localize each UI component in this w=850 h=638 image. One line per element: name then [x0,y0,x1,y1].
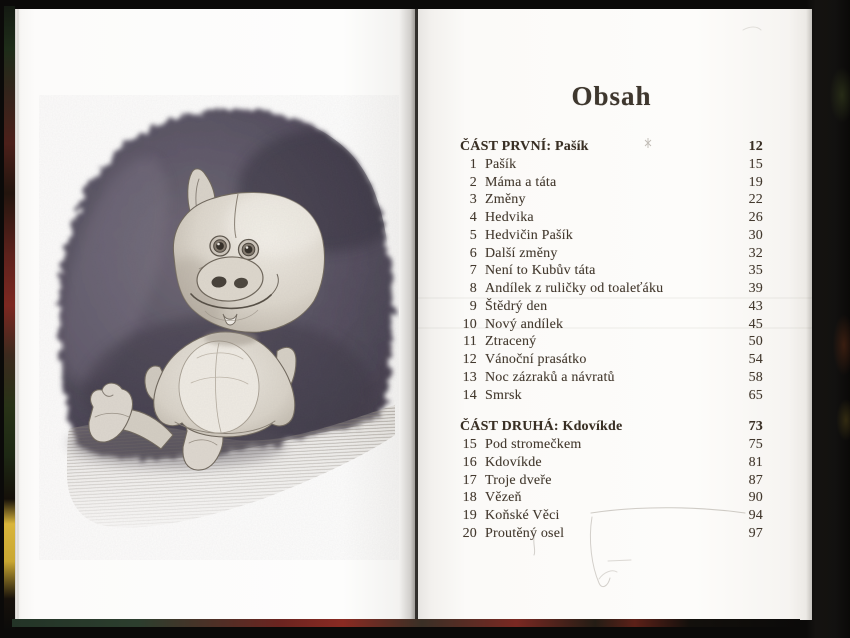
chapter-number: 6 [469,245,477,261]
toc-entry [460,369,763,387]
chapter-page: 39 [748,281,763,296]
toc-entry [460,472,763,490]
section-label: ČÁST PRVNÍ: Pašík [460,139,589,154]
toc-section-header [460,418,763,436]
toc-entry [460,489,763,507]
chapter-number: 2 [469,174,477,190]
section-page: 12 [748,139,763,154]
chapter-title: Nový andílek [485,316,564,332]
toc-entry [460,454,763,472]
chapter-page: 50 [748,334,763,350]
section-page: 73 [748,419,763,435]
chapter-page: 54 [748,352,763,367]
toc-entry [460,298,763,316]
toc-entry [460,191,763,209]
chapter-number: 17 [462,472,477,488]
toc-entry [460,280,763,298]
chapter-number: 8 [469,281,477,296]
toc-entry [460,262,763,280]
chapter-title: Štědrý den [485,298,548,314]
toc-entry [460,436,763,454]
chapter-title: Hedvika [485,210,534,225]
chapter-title: Vánoční prasátko [485,352,587,367]
chapter-page: 65 [748,387,763,403]
chapter-page: 90 [748,490,763,506]
chapter-page: 58 [748,369,763,385]
chapter-title: Vězeň [485,490,522,506]
chapter-page: 22 [748,192,763,208]
chapter-number: 20 [462,525,477,541]
chapter-page: 87 [748,472,763,488]
chapter-title: Pašík [485,156,517,172]
right-page [418,9,812,620]
chapter-page: 81 [748,454,763,470]
chapter-number: 13 [462,369,477,385]
chapter-number: 15 [462,437,477,452]
toc-entry [460,316,763,334]
book-cover-edge-right [806,0,850,638]
chapter-title: Ztracený [485,334,537,350]
chapter-title: Další změny [485,245,558,261]
chapter-page: 45 [748,316,763,332]
chapter-title: Není to Kubův táta [485,263,596,279]
chapter-number: 9 [469,298,477,314]
chapter-number: 4 [469,210,477,225]
chapter-page: 30 [748,227,763,243]
toc-entry [460,333,763,351]
table-of-contents [460,138,763,543]
pig-illustration [39,95,399,560]
chapter-title: Kdovíkde [485,454,542,470]
chapter-title: Proutěný osel [485,525,565,541]
chapter-page: 94 [748,508,763,523]
chapter-title: Noc zázraků a návratů [485,369,615,385]
left-page [15,9,415,620]
chapter-title: Pod stromečkem [485,437,582,452]
chapter-number: 12 [462,352,477,367]
chapter-number: 19 [462,508,477,523]
chapter-page: 97 [748,525,763,541]
chapter-title: Změny [485,192,526,208]
toc-entry [460,525,763,543]
toc-entry [460,507,763,525]
chapter-page: 32 [748,245,763,261]
chapter-number: 5 [469,227,477,243]
toc-title: Obsah [571,81,652,111]
chapter-title: Smrsk [485,387,522,403]
chapter-number: 18 [462,490,477,506]
chapter-title: Hedvičin Pašík [485,227,573,243]
chapter-number: 11 [463,334,477,350]
chapter-title: Máma a táta [485,174,557,190]
toc-section-header [460,138,763,156]
toc-entry [460,351,763,369]
chapter-page: 43 [748,298,763,314]
chapter-number: 10 [462,316,477,332]
section-label: ČÁST DRUHÁ: Kdovíkde [460,419,623,435]
book-cover-edge-left [4,6,15,630]
chapter-number: 16 [462,454,477,470]
toc-entry [460,387,763,405]
toc-entry [460,209,763,227]
toc-entry [460,156,763,174]
chapter-page: 35 [748,263,763,279]
chapter-page: 26 [748,210,763,225]
toc-entry [460,245,763,263]
chapter-number: 14 [462,387,477,403]
chapter-page: 15 [748,156,763,172]
chapter-title: Troje dveře [485,472,552,488]
pencil-grain-texture [39,95,399,560]
chapter-number: 1 [469,156,477,172]
chapter-title: Andílek z ruličky od toaleťáku [485,281,664,296]
chapter-page: 19 [748,174,763,190]
toc-entry [460,174,763,192]
toc-entry [460,227,763,245]
book-bottom-edge [12,619,800,627]
chapter-number: 3 [469,192,477,208]
chapter-number: 7 [469,263,477,279]
chapter-title: Koňské Věci [485,508,560,523]
chapter-page: 75 [748,437,763,452]
